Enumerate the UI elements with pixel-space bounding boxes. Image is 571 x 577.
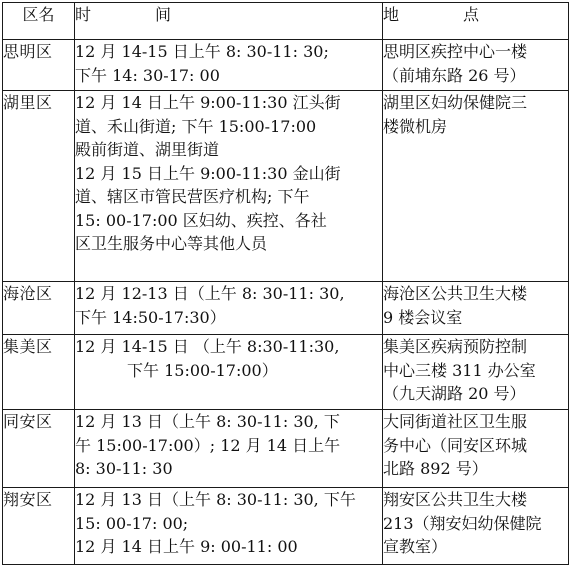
time-line: 12 月 13 日（上午 8: 30-11: 30, 下午 <box>75 490 356 509</box>
table-row <box>3 410 569 488</box>
place-cell <box>383 488 569 565</box>
place-line: 海沧区公共卫生大楼 <box>383 284 528 303</box>
place-line: 集美区疾病预防控制 <box>383 337 528 356</box>
time-line: 8: 30-11: 30 <box>75 459 173 478</box>
place-line: 北路 892 号） <box>383 459 488 478</box>
place-line: 213（翔安妇幼保健院 <box>383 513 542 533</box>
time-cell <box>75 40 383 91</box>
header-place-char-1: 地 <box>383 5 400 24</box>
place-line: （九天湖路 20 号） <box>383 384 526 403</box>
place-cell <box>383 335 569 410</box>
district-cell: 海沧区 <box>3 282 75 335</box>
place-cell <box>383 40 569 91</box>
place-line: （前埔东路 26 号） <box>383 65 526 85</box>
district-cell: 集美区 <box>3 335 75 410</box>
time-line: 下午 15:00-17:00） <box>127 360 278 380</box>
place-line: 大同街道社区卫生服 <box>383 412 528 431</box>
time-line: 12 月 15 日上午 9:00-11:30 金山街 <box>75 163 341 183</box>
time-line: 12 月 14-15 日上午 8: 30-11: 30; <box>75 42 329 61</box>
table-row <box>3 40 569 91</box>
table-row <box>3 282 569 335</box>
place-line: 楼微机房 <box>383 116 448 136</box>
time-line: 道、辖区市管民营医疗机构; 下午 <box>75 187 310 206</box>
table-row <box>3 488 569 565</box>
district-cell: 同安区 <box>3 410 75 488</box>
place-line: 务中心（同安区环城 <box>383 435 528 455</box>
time-cell <box>75 282 383 335</box>
time-line: 12 月 12-13 日（上午 8: 30-11: 30, <box>75 284 345 303</box>
time-line: 午 15:00-17:00）; 12 月 14 日上午 <box>75 435 341 455</box>
place-cell <box>383 282 569 335</box>
district-cell: 思明区 <box>3 40 75 91</box>
district-cell: 湖里区 <box>3 91 75 282</box>
time-line: 15: 00-17:00 区妇幼、疾控、各社 <box>75 210 327 230</box>
schedule-table <box>2 2 569 565</box>
place-line: 翔安区公共卫生大楼 <box>383 490 528 509</box>
time-cell <box>75 91 383 282</box>
header-time-char-2: 间 <box>155 5 172 24</box>
place-cell <box>383 91 569 282</box>
time-cell <box>75 410 383 488</box>
table-row <box>3 335 569 410</box>
time-line: 下午 14:50-17:30） <box>75 307 226 327</box>
time-cell <box>75 488 383 565</box>
header-place-char-2: 点 <box>463 5 480 24</box>
time-line: 下午 14: 30-17: 00 <box>75 65 220 85</box>
table-header-row <box>3 3 569 40</box>
place-line: 湖里区妇幼保健院三 <box>383 93 528 112</box>
header-time <box>75 3 383 40</box>
header-district: 区名 <box>3 3 75 40</box>
time-line: 殿前街道、湖里街道 <box>75 140 220 159</box>
place-line: 思明区疾控中心一楼 <box>383 42 528 61</box>
time-line: 12 月 13 日（上午 8: 30-11: 30, 下 <box>75 412 340 431</box>
header-time-char-1: 时 <box>75 5 92 24</box>
time-line: 15: 00-17: 00; <box>75 513 189 533</box>
time-line: 12 月 14 日上午 9:00-11:30 江头街 <box>75 93 341 112</box>
place-line: 宣教室） <box>383 537 448 556</box>
district-cell: 翔安区 <box>3 488 75 565</box>
place-line: 中心三楼 311 办公室 <box>383 360 536 380</box>
time-line: 区卫生服务中心等其他人员 <box>75 234 268 253</box>
place-cell <box>383 410 569 488</box>
time-line: 12 月 14 日上午 9: 00-11: 00 <box>75 537 298 556</box>
place-line: 9 楼会议室 <box>383 307 463 327</box>
table-row <box>3 91 569 282</box>
header-place <box>383 3 569 40</box>
time-cell <box>75 335 383 410</box>
time-line: 道、禾山街道; 下午 15:00-17:00 <box>75 116 317 136</box>
time-line: 12 月 14-15 日 （上午 8:30-11:30, <box>75 337 340 356</box>
